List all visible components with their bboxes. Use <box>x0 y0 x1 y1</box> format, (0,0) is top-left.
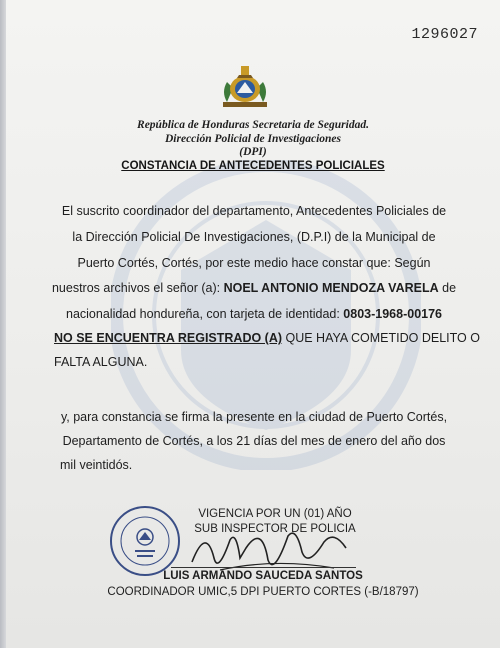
body-line: y, para constancia se firma la presente en la ciudad de Puerto Cortés, <box>60 410 448 424</box>
body-line <box>24 281 484 295</box>
record-status: NO SE ENCUENTRA REGISTRADO (A) <box>54 331 283 345</box>
document-title: CONSTANCIA DE ANTECEDENTES POLICIALES <box>121 160 385 172</box>
coat-of-arms-icon <box>217 62 273 114</box>
body-line: Departamento de Cortés, a los 21 días del mes de enero del año dos <box>62 434 446 448</box>
body-line <box>54 331 500 345</box>
signature-line <box>171 567 356 568</box>
body-text: QUE HAYA COMETIDO DELITO O <box>282 331 480 345</box>
body-line: Puerto Cortés, Cortés, por este medio hace constar que: Según <box>77 256 431 270</box>
body-text: nuestros archivos el señor (a): <box>51 281 224 295</box>
document-page <box>6 0 500 648</box>
header-directorate: Dirección Policial de Investigaciones <box>165 133 341 145</box>
body-text: de <box>438 281 457 295</box>
id-number: 0803-1968-00176 <box>343 307 442 321</box>
signer-title: COORDINADOR UMIC,5 DPI PUERTO CORTES (-B/18797) <box>107 586 419 598</box>
body-text: nacionalidad hondureña, con tarjeta de identidad: <box>66 307 344 321</box>
signer-name: LUIS ARMANDO SAUCEDA SANTOS <box>163 570 363 582</box>
header-ministry: República de Honduras Secretaria de Seguridad. <box>137 119 369 131</box>
body-line: FALTA ALGUNA. <box>54 355 148 369</box>
header-acronym: (DPI) <box>239 146 267 158</box>
body-line <box>24 307 484 321</box>
person-name: NOEL ANTONIO MENDOZA VARELA <box>223 281 439 295</box>
signer-rank: SUB INSPECTOR DE POLICIA <box>194 523 356 535</box>
body-line: la Dirección Policial De Investigaciones, (D.P.I) de la Municipal de <box>72 230 436 244</box>
body-line: mil veintidós. <box>60 458 133 472</box>
serial-number: 1296027 <box>411 26 478 43</box>
validity-statement: VIGENCIA POR UN (01) AÑO <box>198 508 352 520</box>
body-line: El suscrito coordinador del departamento, Antecedentes Policiales de <box>61 204 447 218</box>
